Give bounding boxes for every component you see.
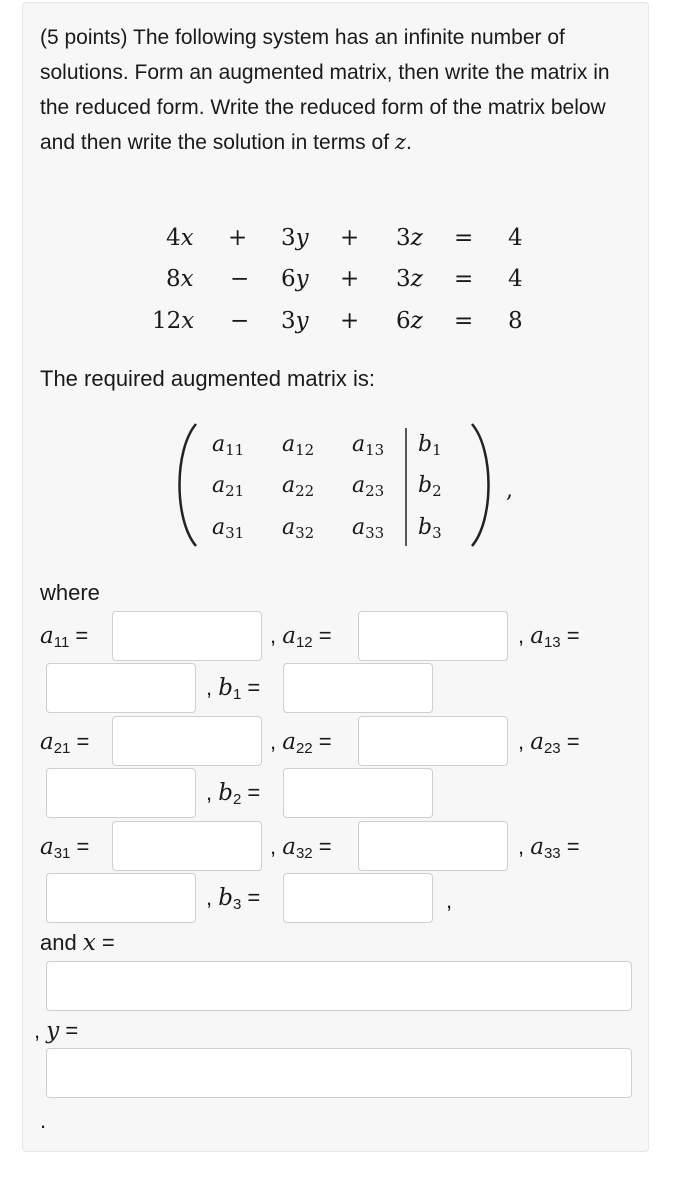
- eq1-op1: +: [228, 225, 248, 251]
- matrix-a21: $a_{21}$: [212, 473, 245, 500]
- matrix-a22: $a_{22}$: [282, 473, 315, 500]
- label-b3: , $b_3$ =: [206, 885, 261, 913]
- matrix-b2: $b_2$: [418, 473, 442, 500]
- label-b1: , $b_1$ =: [206, 675, 261, 703]
- matrix-a33: $a_{33}$: [352, 515, 385, 542]
- input-y[interactable]: [46, 1048, 632, 1098]
- eq2-y: 6y: [281, 266, 309, 292]
- eq2-z: 3z: [396, 266, 423, 292]
- eq2-rhs: 4: [508, 266, 523, 292]
- input-a22[interactable]: [358, 716, 508, 766]
- matrix-a13: $a_{13}$: [352, 432, 385, 459]
- label-a13: , $a_{13}$ =: [518, 623, 580, 651]
- eq3-equals: =: [454, 308, 474, 334]
- input-a32[interactable]: [358, 821, 508, 871]
- eq1-op2: +: [340, 225, 360, 251]
- matrix-a23: $a_{23}$: [352, 473, 385, 500]
- matrix-a12: $a_{12}$: [282, 432, 315, 459]
- eq3-rhs: 8: [508, 308, 523, 334]
- input-a31[interactable]: [112, 821, 262, 871]
- eq1-rhs: 4: [508, 225, 523, 251]
- matrix-trailing-comma: ,: [506, 478, 513, 503]
- input-b1[interactable]: [283, 663, 433, 713]
- eq3-z: 6z: [396, 308, 423, 334]
- label-a23: , $a_{23}$ =: [518, 729, 580, 757]
- label-b2: , $b_2$ =: [206, 780, 261, 808]
- eq2-x: 8x: [166, 266, 194, 292]
- label-a32: , $a_{32}$ =: [270, 834, 332, 862]
- label-a31: $a_{31}$ =: [40, 834, 90, 862]
- eq2-op1: −: [230, 266, 250, 292]
- input-a13[interactable]: [46, 663, 196, 713]
- eq1-y: 3y: [281, 225, 309, 251]
- left-paren-icon: [180, 424, 197, 546]
- eq3-op1: −: [230, 308, 250, 334]
- question-prompt: (5 points) The following system has an infinite number of solutions. Form an augmented matrix, then write the matrix in the reduced form. Write the reduced form of the matrix below and then write the solution in terms of z.: [40, 26, 610, 154]
- input-b2[interactable]: [283, 768, 433, 818]
- prompt-variable: z: [394, 130, 406, 154]
- input-x[interactable]: [46, 961, 632, 1011]
- matrix-a32: $a_{32}$: [282, 515, 315, 542]
- matrix-a31: $a_{31}$: [212, 515, 245, 542]
- label-a21: $a_{21}$ =: [40, 729, 90, 757]
- label-a33: , $a_{33}$ =: [518, 834, 580, 862]
- eq1-equals: =: [454, 225, 474, 251]
- eq3-op2: +: [340, 308, 360, 334]
- label-a11: $a_{11}$ =: [40, 623, 89, 651]
- eq1-z: 3z: [396, 225, 423, 251]
- input-b3[interactable]: [283, 873, 433, 923]
- label-a12: , $a_{12}$ =: [270, 623, 332, 651]
- label-x: and x =: [40, 930, 115, 956]
- matrix-intro: The required augmented matrix is:: [40, 366, 376, 391]
- eq2-equals: =: [454, 266, 474, 292]
- input-a21[interactable]: [112, 716, 262, 766]
- eq3-y: 3y: [281, 308, 309, 334]
- matrix-a11: $a_{11}$: [212, 432, 245, 459]
- trailing-comma: ,: [446, 888, 453, 913]
- input-a12[interactable]: [358, 611, 508, 661]
- eq1-x: 4x: [166, 225, 194, 251]
- eq2-op2: +: [340, 266, 360, 292]
- input-a11[interactable]: [112, 611, 262, 661]
- right-paren-icon: [472, 424, 489, 546]
- input-a23[interactable]: [46, 768, 196, 818]
- matrix-b3: $b_3$: [418, 515, 442, 542]
- eq3-x: 12x: [152, 308, 195, 334]
- where-label: where: [40, 580, 100, 605]
- label-a22: , $a_{22}$ =: [270, 729, 332, 757]
- matrix-b1: $b_1$: [418, 432, 442, 459]
- input-a33[interactable]: [46, 873, 196, 923]
- final-period: .: [40, 1108, 47, 1133]
- label-y: , y =: [34, 1018, 79, 1044]
